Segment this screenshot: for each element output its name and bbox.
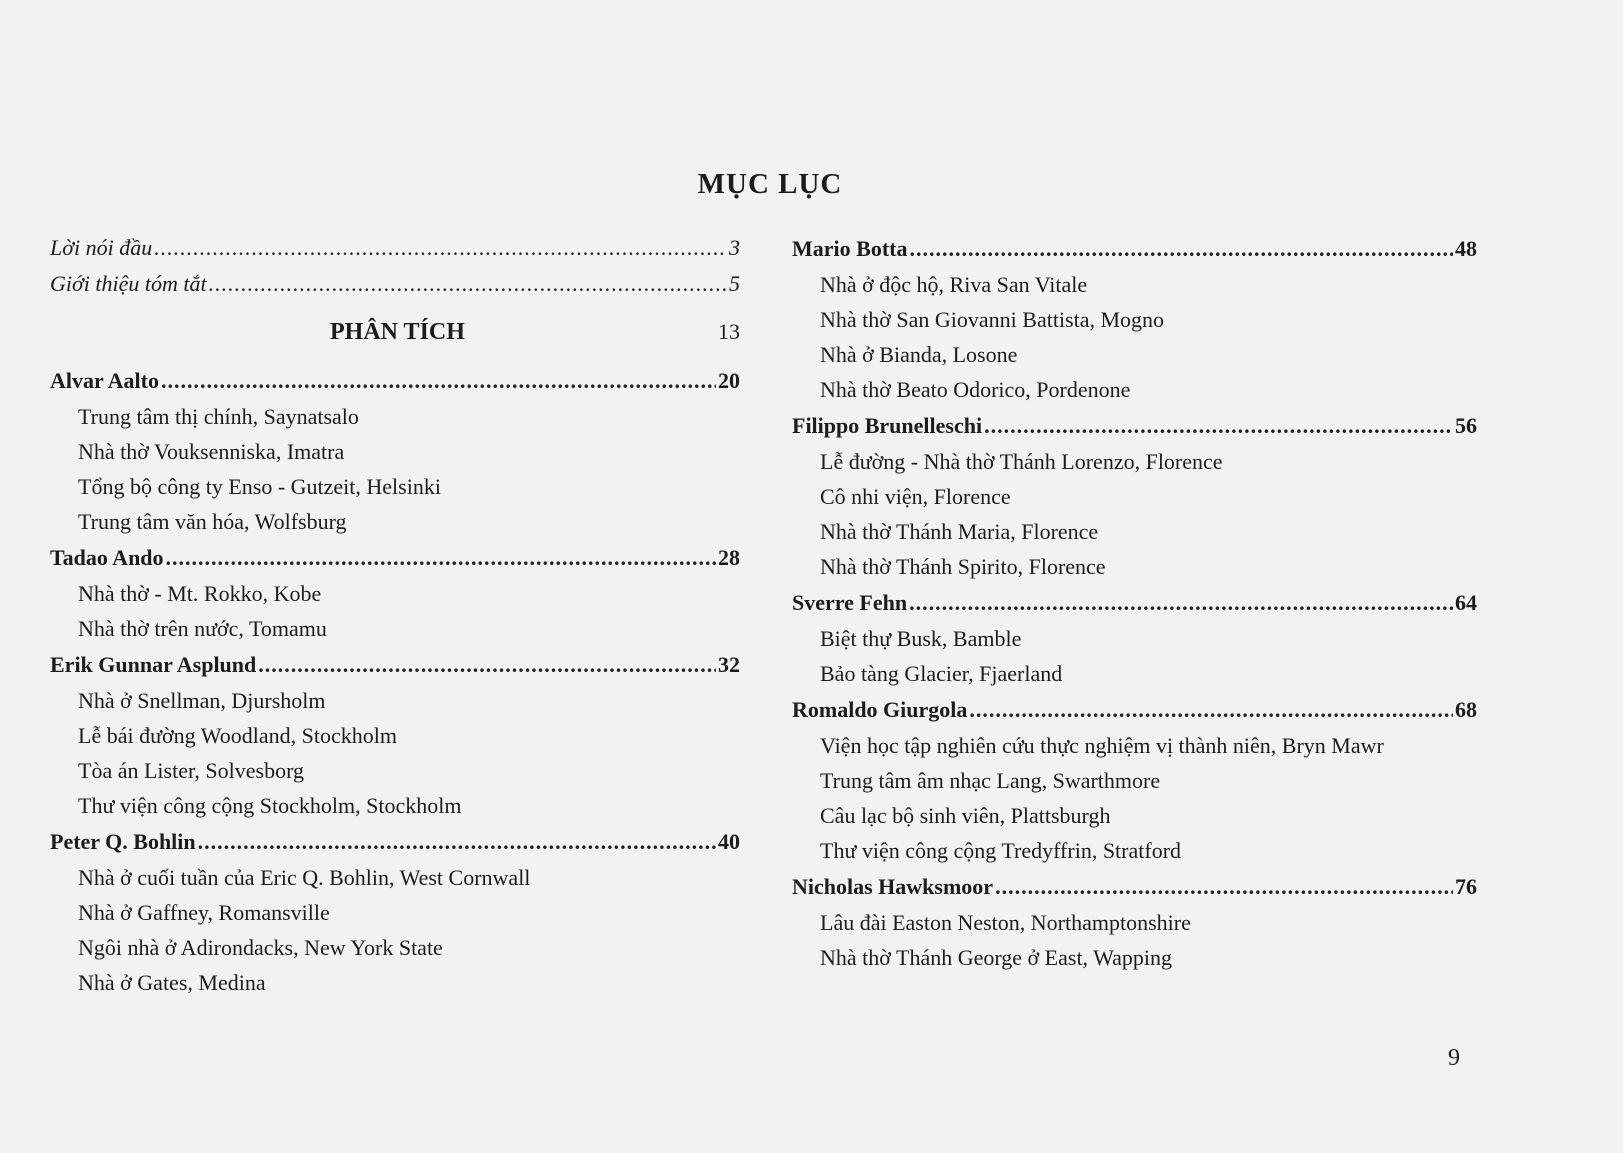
toc-work: Nhà thờ Beato Odorico, Pordenone (820, 377, 1131, 402)
toc-work: Nhà ở Snellman, Djursholm (78, 688, 326, 713)
entry-label: Lời nói đầu (50, 235, 153, 260)
architect-name: Alvar Aalto (50, 368, 159, 393)
leader-dots (995, 868, 1453, 905)
toc-work: Nhà ở Bianda, Losone (820, 342, 1018, 367)
toc-work: Lễ bái đường Woodland, Stockholm (78, 723, 397, 748)
toc-left-column (50, 230, 740, 1000)
toc-architect (50, 539, 740, 576)
entry-page: 76 (1455, 874, 1477, 899)
toc-work: Thư viện công cộng Tredyffrin, Stratford (820, 838, 1182, 863)
toc-work: Trung tâm âm nhạc Lang, Swarthmore (820, 768, 1161, 793)
toc-work: Biệt thự Busk, Bamble (820, 626, 1022, 651)
entry-page: 32 (718, 652, 740, 677)
toc-work: Câu lạc bộ sinh viên, Plattsburgh (820, 803, 1111, 828)
toc-work: Ngôi nhà ở Adirondacks, New York State (78, 935, 443, 960)
architect-name: Peter Q. Bohlin (50, 829, 196, 854)
architect-name: Romaldo Giurgola (792, 697, 968, 722)
entry-page: 56 (1455, 413, 1477, 438)
toc-work: Tòa án Lister, Solvesborg (78, 758, 305, 783)
toc-work: Cô nhi viện, Florence (820, 484, 1011, 509)
entry-page: 40 (718, 829, 740, 854)
toc-work: Nhà thờ Vouksenniska, Imatra (78, 439, 345, 464)
toc-work: Nhà thờ trên nước, Tomamu (78, 616, 327, 641)
toc-work: Bảo tàng Glacier, Fjaerland (820, 661, 1063, 686)
toc-work: Trung tâm văn hóa, Wolfsburg (78, 509, 347, 534)
toc-work: Nhà thờ Thánh Maria, Florence (820, 519, 1099, 544)
architect-name: Tadao Ando (50, 545, 164, 570)
toc-architect (792, 584, 1477, 621)
entry-label: Giới thiệu tóm tắt (50, 271, 207, 296)
leader-dots (209, 266, 727, 302)
toc-architect (792, 407, 1477, 444)
leader-dots (258, 646, 716, 683)
architect-name: Erik Gunnar Asplund (50, 652, 257, 677)
toc-work: Nhà ở Gaffney, Romansville (78, 900, 330, 925)
page-title: MỤC LỤC (697, 168, 843, 200)
entry-page: 3 (729, 235, 740, 260)
section-title: PHÂN TÍCH (330, 319, 465, 345)
entry-page: 5 (729, 271, 740, 296)
architect-name: Filippo Brunelleschi (792, 413, 983, 438)
toc-architect (50, 362, 740, 399)
toc-work: Nhà ở độc hộ, Riva San Vitale (820, 272, 1088, 297)
entry-page: 64 (1455, 590, 1477, 615)
toc-work: Trung tâm thị chính, Saynatsalo (78, 404, 359, 429)
entry-page: 20 (718, 368, 740, 393)
architect-name: Nicholas Hawksmoor (792, 874, 994, 899)
toc-architect (50, 646, 740, 683)
toc-work: Lâu đài Easton Neston, Northamptonshire (820, 910, 1191, 935)
leader-dots (166, 539, 716, 576)
toc-work: Nhà ở cuối tuần của Eric Q. Bohlin, West Cornwall (78, 865, 531, 890)
leader-dots (909, 584, 1453, 621)
toc-section-heading (50, 302, 740, 362)
leader-dots (161, 362, 716, 399)
toc-architect (50, 823, 740, 860)
entry-page: 48 (1455, 236, 1477, 261)
toc-work: Tổng bộ công ty Enso - Gutzeit, Helsinki (78, 474, 441, 499)
toc-work: Nhà ở Gates, Medina (78, 970, 266, 995)
toc-architect (792, 691, 1477, 728)
toc-right-column (792, 230, 1477, 975)
entry-page: 13 (718, 319, 740, 344)
toc-entry-summary (50, 266, 740, 302)
toc-work: Nhà thờ - Mt. Rokko, Kobe (78, 581, 322, 606)
toc-entry-preface (50, 230, 740, 266)
entry-page: 68 (1455, 697, 1477, 722)
entry-page: 28 (718, 545, 740, 570)
toc-work: Nhà thờ Thánh Spirito, Florence (820, 554, 1106, 579)
toc-work: Lễ đường - Nhà thờ Thánh Lorenzo, Florence (820, 449, 1223, 474)
page-number: 9 (1448, 1045, 1460, 1071)
leader-dots (909, 230, 1453, 267)
leader-dots (198, 823, 716, 860)
architect-name: Mario Botta (792, 236, 908, 261)
architect-name: Sverre Fehn (792, 590, 908, 615)
leader-dots (154, 230, 727, 266)
toc-work: Nhà thờ Thánh George ở East, Wapping (820, 945, 1173, 970)
toc-work: Thư viện công cộng Stockholm, Stockholm (78, 793, 462, 818)
toc-architect (792, 230, 1477, 267)
toc-architect (792, 868, 1477, 905)
toc-work: Nhà thờ San Giovanni Battista, Mogno (820, 307, 1165, 332)
toc-work: Viện học tập nghiên cứu thực nghiệm vị thành niên, Bryn Mawr (820, 733, 1384, 758)
leader-dots (984, 407, 1453, 444)
leader-dots (969, 691, 1453, 728)
